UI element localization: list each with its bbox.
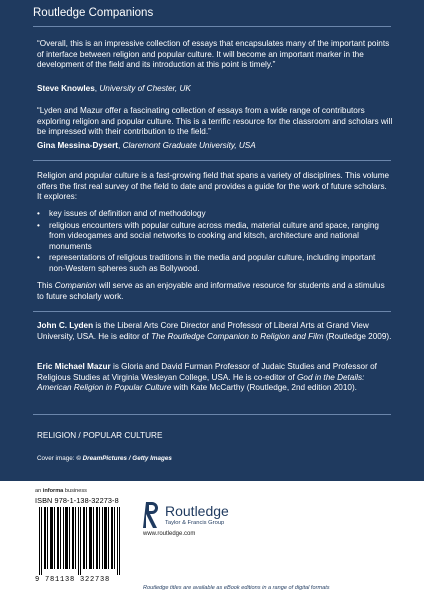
cover-credit-label: Cover image: [37, 455, 77, 462]
publisher-url[interactable]: www.routledge.com [143, 531, 196, 537]
editor-name-1: John C. Lyden [37, 321, 94, 330]
series-label: Routledge Companions [33, 7, 154, 19]
description-bullets [37, 209, 393, 276]
endorsement-quote-2: “Lyden and Mazur offer a fascinating collection of essays from a wide range of contributors exploring religion and popular culture. This is a terrific resource for the classroom and scholars will be impressed with their contribution to the field.” [37, 106, 393, 137]
closing-pre: This [37, 281, 55, 290]
publisher-name: Routledge [165, 503, 229, 519]
endorsement-affiliation-2: Claremont Graduate University, USA [122, 141, 256, 150]
series-header [0, 0, 424, 26]
editor-bio-2-pre: is Gloria and David Furman Professor of Judaic Studies and Professor of Religious Studies at Virginia Wesleyan College, USA. He is co-editor of [37, 362, 377, 382]
editor-bio-2-post: with Kate McCarthy (Routledge, 2nd edition 2010). [171, 383, 357, 393]
editor-bio-1-post: (Routledge 2009). [323, 331, 392, 341]
closing-companion: Companion [54, 281, 97, 290]
subject-category: RELIGION / POPULAR CULTURE [37, 431, 163, 440]
endorsement-quote-1: “Overall, this is an impressive collection of essays that encapsulates many of the important points of interface between religion and popular culture. It will become an important marker in the development of the field and its introduction at this point is timely.” [37, 39, 390, 70]
informa-note [35, 488, 87, 494]
footer [0, 481, 424, 600]
endorsement-attribution-1: Steve Knowles, University of Chester, UK [37, 84, 191, 93]
description-divider [33, 311, 391, 312]
endorsement-affiliation-1: University of Chester, UK [99, 84, 191, 93]
endorsement-name-1: Steve Knowles [37, 84, 95, 93]
informa-suffix: business [63, 488, 87, 494]
isbn-block [35, 496, 127, 587]
cover-credit [37, 455, 393, 463]
header-divider [33, 26, 391, 27]
editor-name-2: Eric Michael Mazur [37, 362, 111, 371]
publisher-subtitle: Taylor & Francis Group [165, 520, 225, 526]
endorsement-attribution-2: Gina Messina-Dysert, Claremont Graduate University, USA [37, 141, 256, 150]
description-intro: Religion and popular culture is a fast-growing field that spans a variety of disciplines. This volume offers the first real survey of the field to date and provides a guide for the work of future scholars. It explores: [37, 171, 390, 202]
barcode-digits: 9 781138 322738 [35, 576, 111, 584]
barcode-icon [35, 507, 127, 575]
bullet-item-1: • key issues of definition and of methodology [37, 209, 393, 220]
description-closing [37, 281, 393, 302]
editor-bio-1 [37, 321, 393, 342]
publisher-emblem-icon [143, 500, 161, 530]
endorsement-divider [33, 160, 391, 161]
editor-bio-1-pre: is the Liberal Arts Core Director and Professor of Liberal Arts at Grand View University, USA. He is editor of [37, 321, 369, 341]
isbn-text: ISBN 978-1-138-32273-8 [35, 496, 119, 505]
ebook-note: Routledge titles are available as eBook editions in a range of digital formats [143, 585, 330, 591]
editor-bio-1-title: The Routledge Companion to Religion and Film [151, 331, 324, 341]
closing-post: will serve as an enjoyable and informative resource for students and a stimulus to future scholarly work. [37, 281, 385, 301]
editor-bio-2 [37, 362, 393, 394]
bullet-item-2: • religious encounters with popular culture across media, material culture and space, ranging from videogames and social networks to cooking and kitsch, architecture and national monuments [37, 221, 393, 253]
cover-credit-value: © DreamPictures / Getty Images [76, 455, 172, 462]
bullet-item-3: • representations of religious traditions in the media and popular culture, including important non-Western spheres such as Bollywood. [37, 253, 393, 274]
endorsement-name-2: Gina Messina-Dysert [37, 141, 118, 150]
informa-brand: informa [42, 488, 64, 494]
informa-prefix: an [35, 488, 43, 494]
editors-divider [33, 414, 391, 415]
editor-bio-2-title: God in the Details: American Religion in Popular Culture [37, 372, 365, 393]
